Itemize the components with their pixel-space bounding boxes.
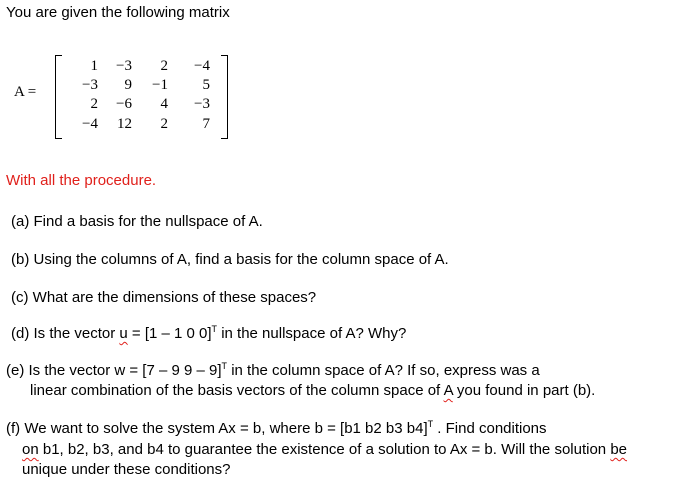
question-f2-on: on [22, 441, 39, 458]
question-e2-prefix: linear combination of the basis vectors of the column space of [30, 382, 444, 399]
matrix-cell-r2-c3: −1 [152, 77, 168, 93]
instruction-text: With all the procedure. [6, 172, 157, 189]
matrix-cell-r4-c1: −4 [82, 116, 98, 132]
question-f-line2 [22, 441, 627, 459]
question-f-prefix: (f) We want to solve the system Ax = b, where b = [b1 b2 b3 b4] [6, 420, 428, 437]
matrix-cell-r2-c4: 5 [202, 77, 210, 93]
matrix-right-bracket [221, 55, 228, 139]
question-f-line3: unique under these conditions? [22, 461, 231, 478]
question-e-transpose: T [221, 361, 228, 371]
matrix-label: A = [14, 84, 37, 100]
question-e-suffix: in the column space of A? If so, express was a [227, 362, 540, 379]
question-e2-suffix: you found in part (b). [452, 382, 596, 399]
question-d [11, 325, 406, 343]
question-e-line2 [30, 382, 595, 400]
matrix-cell-r3-c2: −6 [116, 96, 132, 112]
question-f-transpose: T [427, 419, 434, 429]
question-d-vector: u [119, 325, 128, 342]
intro-text: You are given the following matrix [6, 4, 230, 21]
question-e2-a: A [443, 382, 453, 399]
matrix-cell-r4-c4: 7 [202, 116, 210, 132]
matrix-cell-r1-c4: −4 [194, 58, 210, 74]
question-b: (b) Using the columns of A, find a basis for the column space of A. [11, 251, 449, 268]
question-e-prefix: (e) Is the vector w = [7 – 9 9 – 9] [6, 362, 222, 379]
matrix-cell-r2-c1: −3 [82, 77, 98, 93]
question-d-suffix: in the nullspace of A? Why? [217, 325, 407, 342]
question-f2-middle: b1, b2, b3, and b4 to guarantee the existence of a solution to Ax = b. Will the solution [38, 441, 611, 458]
question-c: (c) What are the dimensions of these spaces? [11, 289, 317, 306]
matrix-cell-r1-c3: 2 [160, 58, 168, 74]
matrix-cell-r3-c1: 2 [90, 96, 98, 112]
matrix-cell-r4-c3: 2 [160, 116, 168, 132]
matrix-cell-r3-c4: −3 [194, 96, 210, 112]
matrix-cell-r2-c2: 9 [124, 77, 132, 93]
matrix-cell-r4-c2: 12 [117, 116, 132, 132]
question-f2-be: be [610, 441, 628, 458]
question-d-prefix: (d) Is the vector [11, 325, 120, 342]
question-f-line1 [6, 420, 547, 438]
matrix-cell-r1-c1: 1 [90, 58, 98, 74]
question-d-middle: = [1 – 1 0 0] [127, 325, 212, 342]
question-a: (a) Find a basis for the nullspace of A. [11, 213, 263, 230]
matrix-cell-r1-c2: −3 [116, 58, 132, 74]
matrix-cell-r3-c3: 4 [160, 96, 168, 112]
question-d-transpose: T [211, 324, 218, 334]
question-e-line1 [6, 362, 540, 380]
question-f-suffix: . Find conditions [433, 420, 547, 437]
